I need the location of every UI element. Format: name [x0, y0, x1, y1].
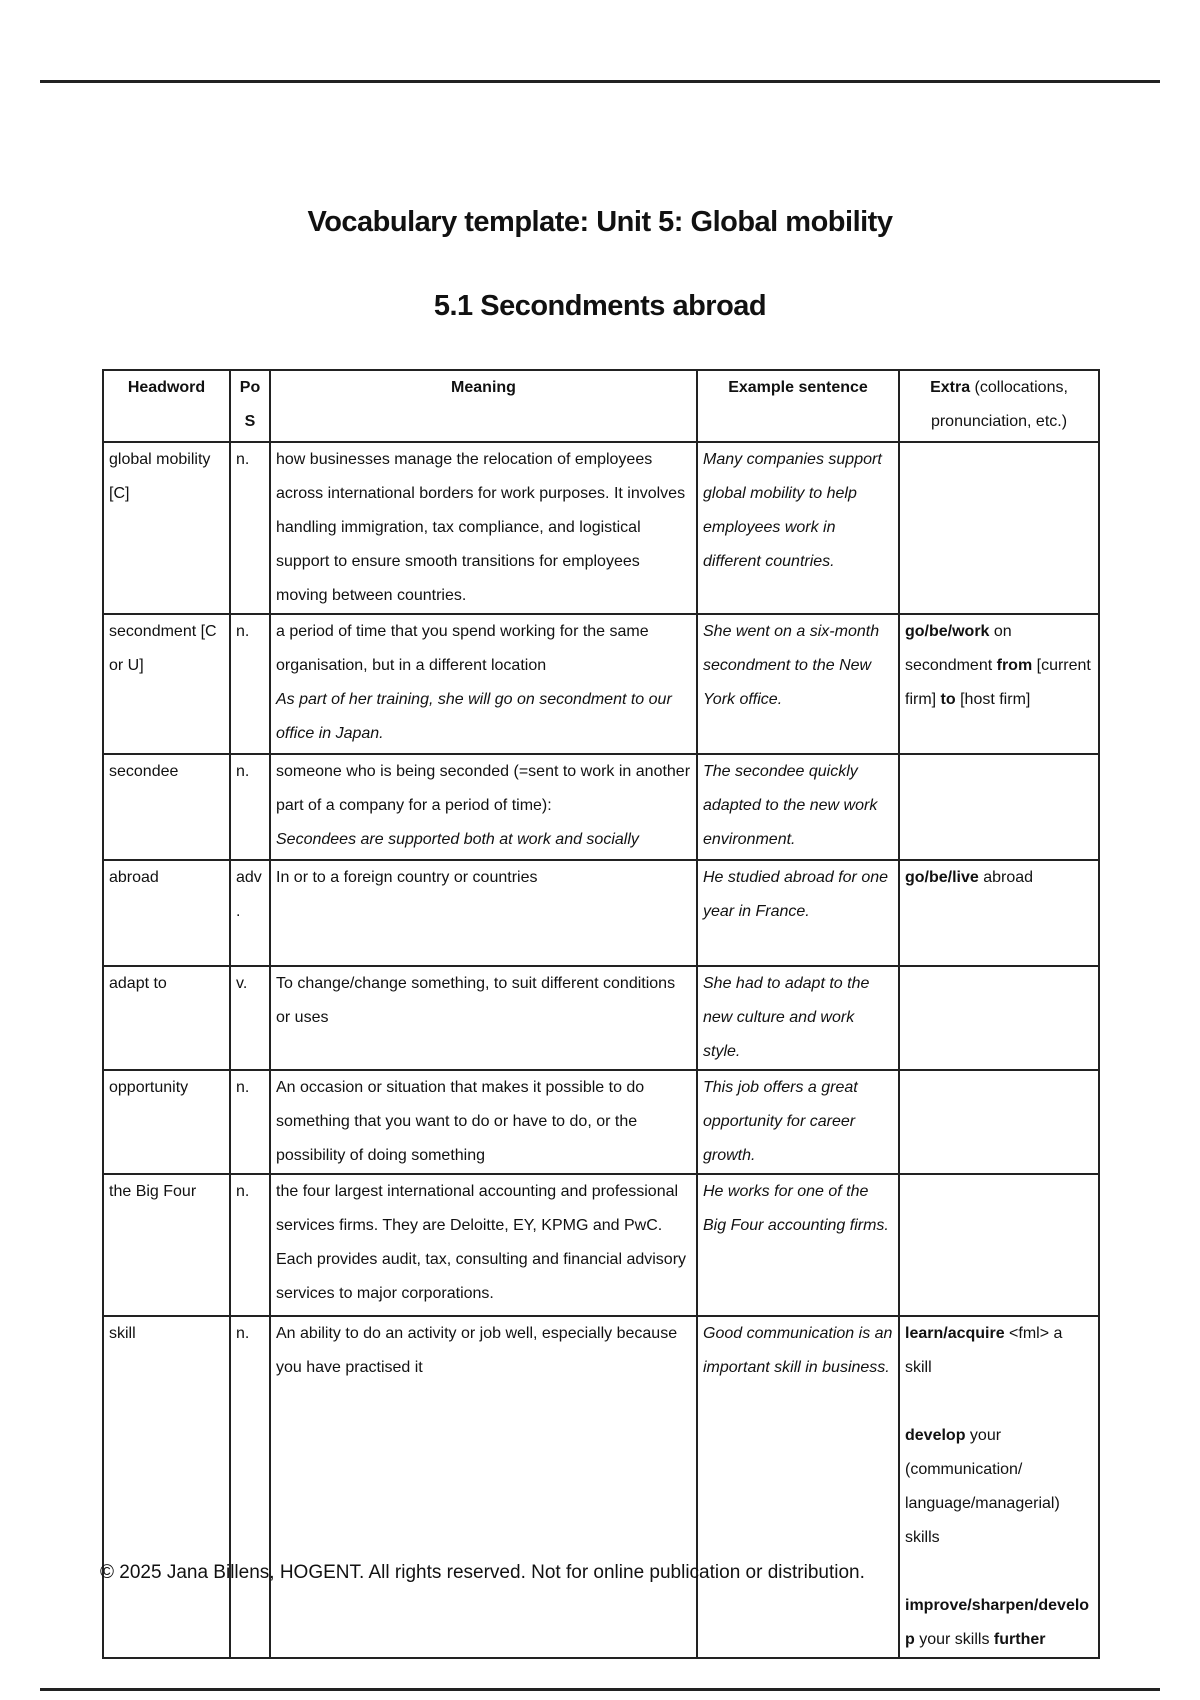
pos-cell: n. — [230, 1316, 270, 1658]
table-row — [103, 614, 1099, 754]
pos-cell: v. — [230, 966, 270, 1070]
example-cell: She went on a six-month secondment to the New York office. — [697, 614, 899, 754]
meaning-cell — [270, 614, 697, 754]
headword-cell: secondment [C or U] — [103, 614, 230, 754]
meaning-cell: An occasion or situation that makes it possible to do something that you want to do or have to do, or the possibility of doing something — [270, 1070, 697, 1174]
copyright-footer: © 2025 Jana Billens, HOGENT. All rights reserved. Not for online publication or distribution. — [100, 1562, 865, 1583]
header-extra: Extra (collocations, pronunciation, etc.) — [899, 370, 1099, 442]
example-cell: Good communication is an important skill in business. — [697, 1316, 899, 1658]
meaning-cell: how businesses manage the relocation of employees across international borders for work purposes. It involves handling immigration, tax compliance, and logistical support to ensure smooth transitions for employees moving between countries. — [270, 442, 697, 614]
example-cell: Many companies support global mobility to help employees work in different countries. — [697, 442, 899, 614]
header-pos: PoS — [230, 370, 270, 442]
header-headword: Headword — [103, 370, 230, 442]
table-row — [103, 966, 1099, 1070]
extra-cell — [899, 442, 1099, 614]
meaning-text: a period of time that you spend working for the same organisation, but in a different location — [276, 623, 649, 674]
section-title: 5.1 Secondments abroad — [433, 290, 767, 322]
example-cell: He studied abroad for one year in France. — [697, 860, 899, 966]
meaning-text: someone who is being seconded (=sent to work in another part of a company for a period of time): — [276, 763, 691, 814]
pos-cell: n. — [230, 442, 270, 614]
table-row — [103, 442, 1099, 614]
table-row — [103, 1316, 1099, 1658]
table-row — [103, 1174, 1099, 1316]
example-cell: The secondee quickly adapted to the new work environment. — [697, 754, 899, 860]
example-cell: She had to adapt to the new culture and work style. — [697, 966, 899, 1070]
collocation-3: improve/sharpen/develop your skills further — [905, 1597, 1090, 1648]
headword-cell: the Big Four — [103, 1174, 230, 1316]
pos-cell: adv. — [230, 860, 270, 966]
pos-cell: n. — [230, 754, 270, 860]
meaning-cell: An ability to do an activity or job well, especially because you have practised it — [270, 1316, 697, 1658]
extra-cell — [899, 1316, 1099, 1658]
headword-cell: abroad — [103, 860, 230, 966]
table-row — [103, 1070, 1099, 1174]
extra-cell — [899, 754, 1099, 860]
pos-cell: n. — [230, 1174, 270, 1316]
page-title: Vocabulary template: Unit 5: Global mobility — [307, 206, 893, 238]
meaning-cell — [270, 1174, 697, 1316]
headword-cell: global mobility [C] — [103, 442, 230, 614]
extra-cell — [899, 1174, 1099, 1316]
headword-cell: opportunity — [103, 1070, 230, 1174]
table-row — [103, 860, 1099, 966]
top-rule — [40, 80, 1160, 83]
collocation-1: learn/acquire <fml> a skill — [905, 1325, 1063, 1376]
meaning-cell: To change/change something, to suit different conditions or uses — [270, 966, 697, 1070]
extra-cell — [899, 1070, 1099, 1174]
vocabulary-table — [102, 369, 1100, 1659]
pos-cell: n. — [230, 614, 270, 754]
extra-cell — [899, 966, 1099, 1070]
table-row — [103, 754, 1099, 860]
headword-cell: adapt to — [103, 966, 230, 1070]
meaning-example: Secondees are supported both at work and socially — [276, 831, 639, 848]
extra-cell: go/be/live abroad — [899, 860, 1099, 966]
header-example: Example sentence — [697, 370, 899, 442]
meaning-cell: In or to a foreign country or countries — [270, 860, 697, 966]
meaning-text: the four largest international accounting and professional services firms. They are Deloitte, EY, KPMG and PwC. — [276, 1183, 679, 1234]
meaning-example: As part of her training, she will go on secondment to our office in Japan. — [276, 691, 672, 742]
headword-cell: skill — [103, 1316, 230, 1658]
table-header-row — [103, 370, 1099, 442]
headword-cell: secondee — [103, 754, 230, 860]
extra-cell: go/be/work on secondment from [current firm] to [host firm] — [899, 614, 1099, 754]
example-cell: This job offers a great opportunity for career growth. — [697, 1070, 899, 1174]
meaning-extra: Each provides audit, tax, consulting and financial advisory services to major corporations. — [276, 1251, 687, 1302]
header-meaning: Meaning — [270, 370, 697, 442]
meaning-cell — [270, 754, 697, 860]
pos-cell: n. — [230, 1070, 270, 1174]
collocation-2: develop your (communication/ language/managerial) skills — [905, 1427, 1060, 1546]
bottom-rule — [40, 1688, 1160, 1691]
example-cell: He works for one of the Big Four accounting firms. — [697, 1174, 899, 1316]
